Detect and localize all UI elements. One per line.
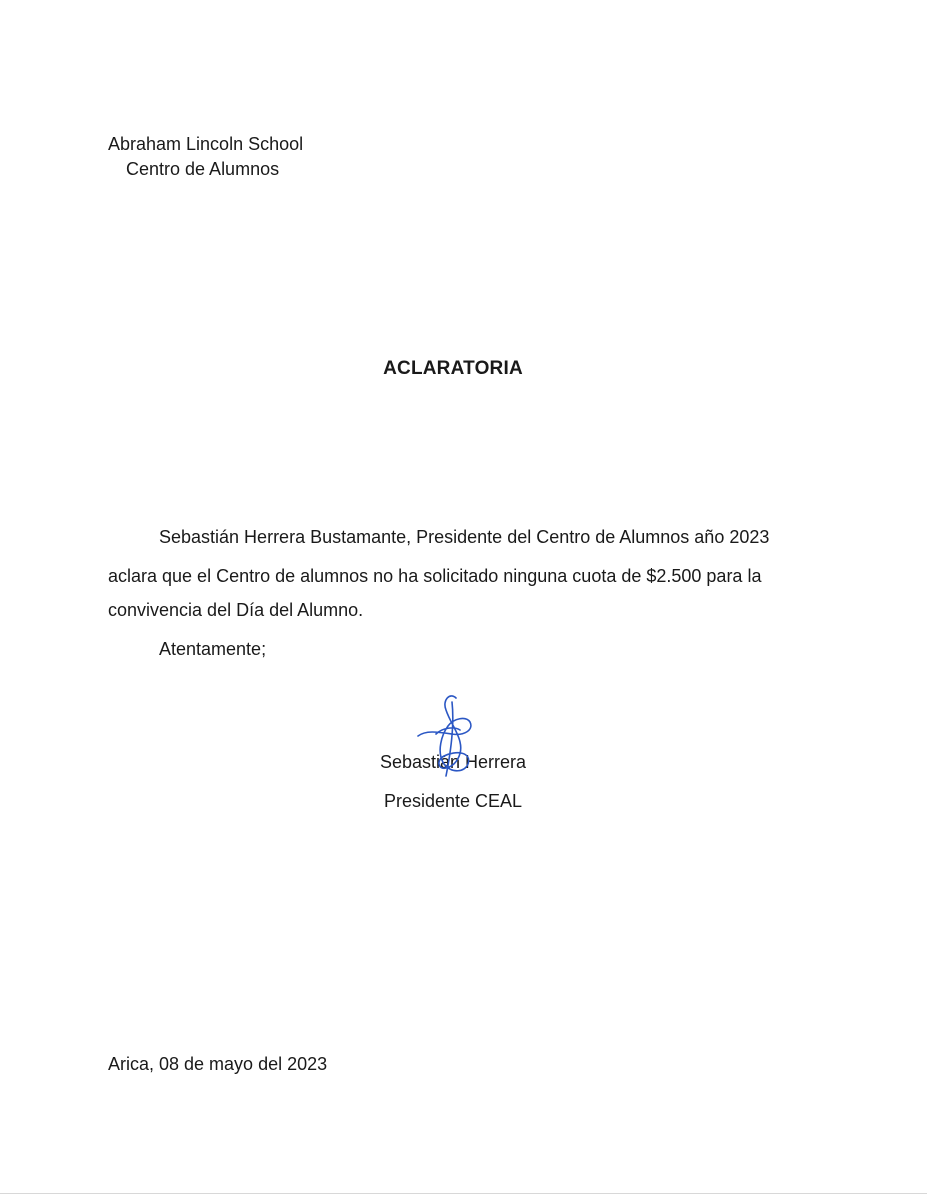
closing-salutation: Atentamente; — [159, 639, 267, 659]
date-line: Arica, 08 de mayo del 2023 — [108, 1054, 328, 1074]
department-name: Centro de Alumnos — [126, 159, 280, 179]
document-title: ACLARATORIA — [383, 358, 523, 379]
body-line-2: aclara que el Centro de alumnos no ha solicitado ninguna cuota de $2.500 para la — [108, 566, 762, 586]
school-name: Abraham Lincoln School — [108, 134, 304, 154]
body-line-1: Sebastián Herrera Bustamante, Presidente del Centro de Alumnos año 2023 — [159, 527, 770, 547]
handwritten-signature — [412, 690, 484, 780]
body-line-3: convivencia del Día del Alumno. — [108, 600, 364, 620]
signer-title: Presidente CEAL — [383, 791, 523, 811]
signer-name: Sebastián Herrera — [379, 752, 527, 772]
